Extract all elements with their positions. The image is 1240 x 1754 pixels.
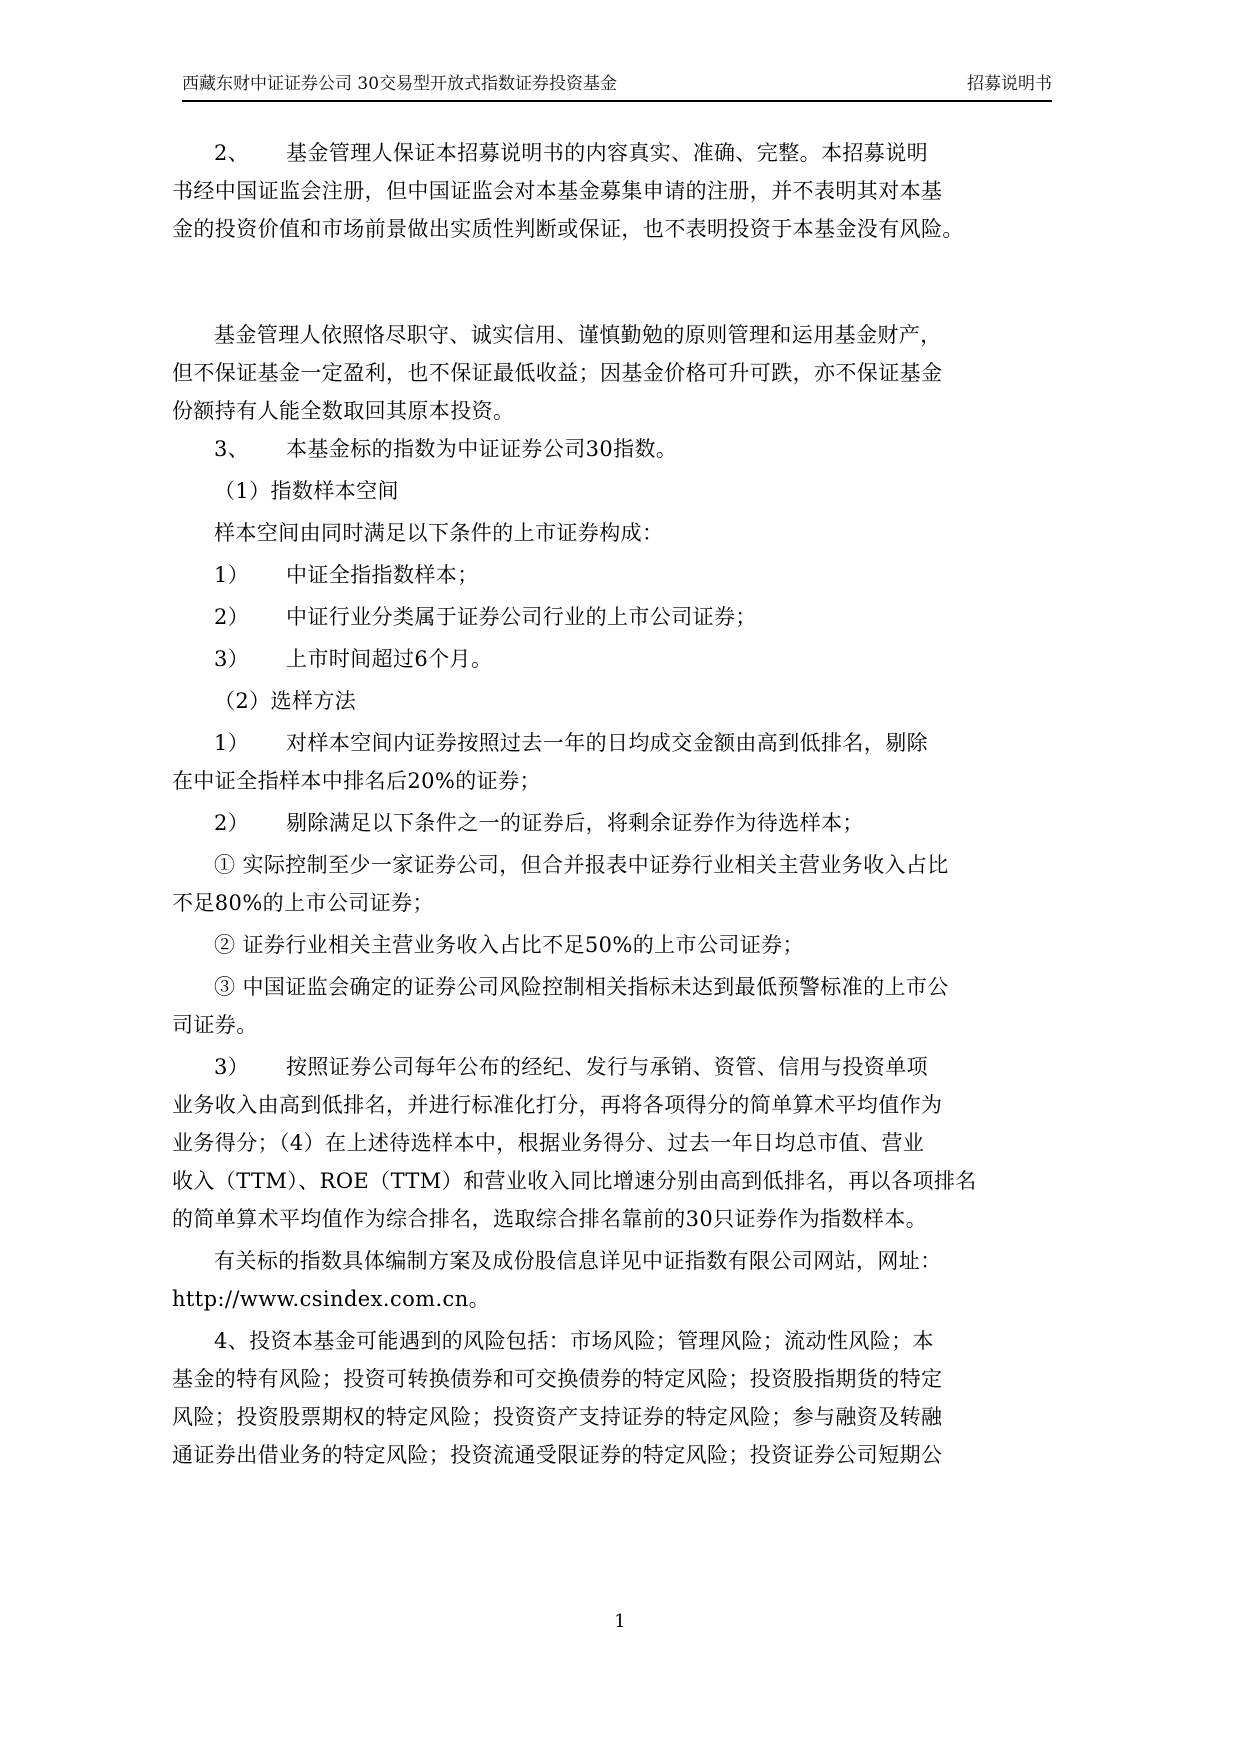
paragraph-line — [172, 1128, 924, 1158]
paragraph-line — [172, 176, 942, 206]
item-number: 3、 — [214, 437, 250, 461]
paragraph-line — [214, 138, 928, 168]
line-text: 基金管理人保证本招募说明书的内容真实、准确、完整。本招募说明 — [286, 141, 928, 165]
line-text: 基金的特有风险；投资可转换债券和可交换债券的特定风险；投资股指期货的特定 — [172, 1367, 943, 1391]
line-text: 本基金标的指数为中证证券公司30指数。 — [286, 437, 678, 461]
item-number: 2） — [214, 811, 250, 835]
line-text: 在中证全指样本中排名后20%的证券； — [172, 769, 541, 793]
paragraph-line — [172, 1010, 258, 1040]
page-header — [182, 72, 1052, 100]
line-text: 4、投资本基金可能遇到的风险包括：市场风险；管理风险；流动性风险；本 — [214, 1329, 934, 1353]
list-item — [214, 602, 757, 632]
website-link[interactable] — [172, 1284, 490, 1314]
line-text: 收入（TTM）、ROE（TTM）和营业收入同比增速分别由高到低排名，再以各项排名 — [172, 1169, 977, 1193]
section-heading — [214, 476, 399, 506]
line-text: 对样本空间内证券按照过去一年的日均成交金额由高到低排名，剔除 — [286, 731, 928, 755]
document-type: 招募说明书 — [967, 74, 1052, 94]
paragraph-line — [172, 214, 964, 244]
line-text: 但不保证基金一定盈利，也不保证最低收益；因基金价格可升可跌，亦不保证基金 — [172, 361, 943, 385]
item-number: 2） — [214, 605, 250, 629]
item-number: 1） — [214, 731, 250, 755]
list-item — [214, 644, 492, 674]
paragraph-line — [172, 1090, 942, 1120]
line-text: 按照证券公司每年公布的经纪、发行与承销、资管、信用与投资单项 — [286, 1055, 928, 1079]
list-item — [214, 560, 479, 590]
list-item — [214, 808, 864, 838]
line-text: 通证券出借业务的特定风险；投资流通受限证券的特定风险；投资证券公司短期公 — [172, 1443, 943, 1467]
line-text: 样本空间由同时满足以下条件的上市证券构成： — [214, 521, 664, 545]
header-divider — [182, 100, 1052, 102]
paragraph-line — [172, 888, 434, 918]
line-text: ③ 中国证监会确定的证券公司风险控制相关指标未达到最低预警标准的上市公 — [214, 975, 949, 999]
line-text: 司证券。 — [172, 1013, 258, 1037]
line-text: ① 实际控制至少一家证券公司，但合并报表中证券行业相关主营业务收入占比 — [214, 853, 949, 877]
line-text: 有关标的指数具体编制方案及成份股信息详见中证指数有限公司网站，网址： — [214, 1249, 942, 1273]
line-text: （1）指数样本空间 — [214, 479, 399, 503]
paragraph-line — [172, 1166, 977, 1196]
line-text: 不足80%的上市公司证券； — [172, 891, 434, 915]
line-text: 中证行业分类属于证券公司行业的上市公司证券； — [286, 605, 757, 629]
line-text: 业务收入由高到低排名，并进行标准化打分，再将各项得分的简单算术平均值作为 — [172, 1093, 943, 1117]
csindex-url-link[interactable]: http://www.csindex.com.cn。 — [172, 1287, 491, 1311]
item-number: 3） — [214, 647, 250, 671]
line-text: 上市时间超过6个月。 — [286, 647, 493, 671]
line-text: 风险；投资股票期权的特定风险；投资资产支持证券的特定风险；参与融资及转融 — [172, 1405, 943, 1429]
list-item — [214, 728, 928, 758]
paragraph-line — [214, 434, 677, 464]
paragraph-line — [172, 1364, 942, 1394]
line-text: 业务得分；（4）在上述待选样本中，根据业务得分、过去一年日均总市值、营业 — [172, 1131, 925, 1155]
item-number: 3） — [214, 1055, 250, 1079]
paragraph-line — [172, 1440, 942, 1470]
line-text: 份额持有人能全数取回其原本投资。 — [172, 399, 515, 423]
paragraph-line — [172, 396, 514, 426]
list-item — [214, 1052, 928, 1082]
line-text: 基金管理人依照恪尽职守、诚实信用、谨慎勤勉的原则管理和运用基金财产， — [214, 323, 942, 347]
section-heading — [214, 686, 356, 716]
line-text: 中证全指指数样本； — [286, 563, 479, 587]
document-title: 西藏东财中证证券公司 30交易型开放式指数证券投资基金 — [182, 74, 618, 94]
line-text: 金的投资价值和市场前景做出实质性判断或保证，也不表明投资于本基金没有风险。 — [172, 217, 964, 241]
paragraph-line — [172, 1402, 942, 1432]
list-item — [214, 972, 949, 1002]
line-text: 剔除满足以下条件之一的证券后，将剩余证券作为待选样本； — [286, 811, 864, 835]
list-item — [214, 930, 804, 960]
list-item — [214, 850, 949, 880]
paragraph-line — [214, 1326, 934, 1356]
paragraph-line — [214, 518, 663, 548]
item-number: 1） — [214, 563, 250, 587]
paragraph-line — [172, 1204, 927, 1234]
item-number: 2、 — [214, 141, 250, 165]
paragraph-line — [214, 320, 942, 350]
line-text: 的简单算术平均值作为综合排名，选取综合排名靠前的30只证券作为指数样本。 — [172, 1207, 928, 1231]
page-number: 1 — [614, 1611, 626, 1632]
line-text: （2）选样方法 — [214, 689, 357, 713]
line-text: ② 证券行业相关主营业务收入占比不足50%的上市公司证券； — [214, 933, 804, 957]
paragraph-line — [172, 358, 942, 388]
paragraph-line — [172, 766, 541, 796]
paragraph-line — [214, 1246, 942, 1276]
line-text: 书经中国证监会注册，但中国证监会对本基金募集申请的注册，并不表明其对本基 — [172, 179, 943, 203]
